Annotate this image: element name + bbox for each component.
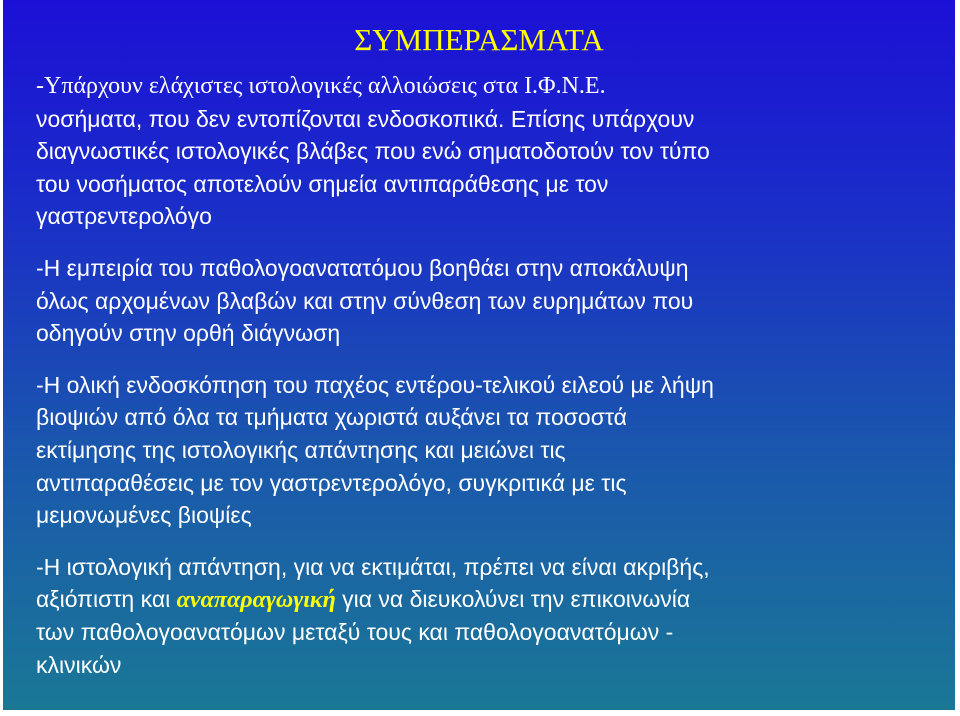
- paragraph-gap: [36, 233, 936, 252]
- paragraph-3-line-1: -Η ολική ενδοσκόπηση του παχέος εντέρου-τελικού ειλεού με λήψη: [36, 371, 714, 398]
- paragraph-3-line-4: αντιπαραθέσεις με τον γαστρεντερολόγο, συγκριτικά με τις: [36, 469, 627, 496]
- paragraph-gap: [36, 532, 936, 551]
- paragraph-3-line-2: βιοψιών από όλα τα τμήματα χωριστά αυξάνει τα ποσοστά: [36, 404, 627, 431]
- paragraph-1-line-5: γαστρεντερολόγο: [36, 203, 212, 230]
- paragraph-4-line-3: των παθολογοανατόμων μεταξύ τους και παθολογοανατόμων -: [36, 618, 674, 645]
- paragraph-2-line-3: οδηγούν στην ορθή διάγνωση: [36, 320, 341, 347]
- paragraph-1: [36, 70, 936, 233]
- paragraph-gap: [36, 350, 936, 369]
- paragraph-4: [36, 551, 936, 681]
- emphasis-word: αναπαραγωγική: [176, 587, 336, 614]
- paragraph-4-line-4: κλινικών: [36, 651, 122, 678]
- paragraph-1-line-2: νοσήματα, που δεν εντοπίζονται ενδοσκοπικά. Επίσης υπάρχουν: [36, 105, 695, 132]
- paragraph-2-line-1: -Η εμπειρία του παθολογοανατατόμου βοηθάει στην αποκάλυψη: [36, 254, 689, 281]
- paragraph-3: [36, 369, 936, 532]
- paragraph-4-line-1: -Η ιστολογική απάντηση, για να εκτιμάται, πρέπει να είναι ακριβής,: [36, 553, 710, 580]
- paragraph-4-line-2: [36, 583, 936, 616]
- paragraph-1-line-3: διαγνωστικές ιστολογικές βλάβες που ενώ σηματοδοτούν τον τύπο: [36, 138, 710, 165]
- paragraph-1-line-4: του νοσήματος αποτελούν σημεία αντιπαράθεσης με τον: [36, 170, 609, 197]
- slide-body: [36, 70, 936, 681]
- slide: [3, 0, 955, 710]
- paragraph-4-line-2-after: για να διευκολύνει την επικοινωνία: [335, 586, 691, 613]
- paragraph-3-line-3: εκτίμησης της ιστολογικής απάντησης και μειώνει τις: [36, 436, 566, 463]
- paragraph-4-line-2-before: αξιόπιστη και: [36, 586, 177, 613]
- paragraph-2-line-2: όλως αρχομένων βλαβών και στην σύνθεση των ευρημάτων που: [36, 287, 694, 314]
- paragraph-1-line-1: -Υπάρχουν ελάχιστες ιστολογικές αλλοιώσεις στα Ι.Φ.Ν.Ε.: [36, 73, 606, 99]
- paragraph-2: [36, 252, 936, 350]
- slide-title-text: ΣΥΜΠΕΡΑΣΜΑΤΑ: [354, 22, 604, 57]
- paragraph-3-line-5: μεμονωμένες βιοψίες: [36, 502, 252, 529]
- slide-title: [3, 22, 955, 58]
